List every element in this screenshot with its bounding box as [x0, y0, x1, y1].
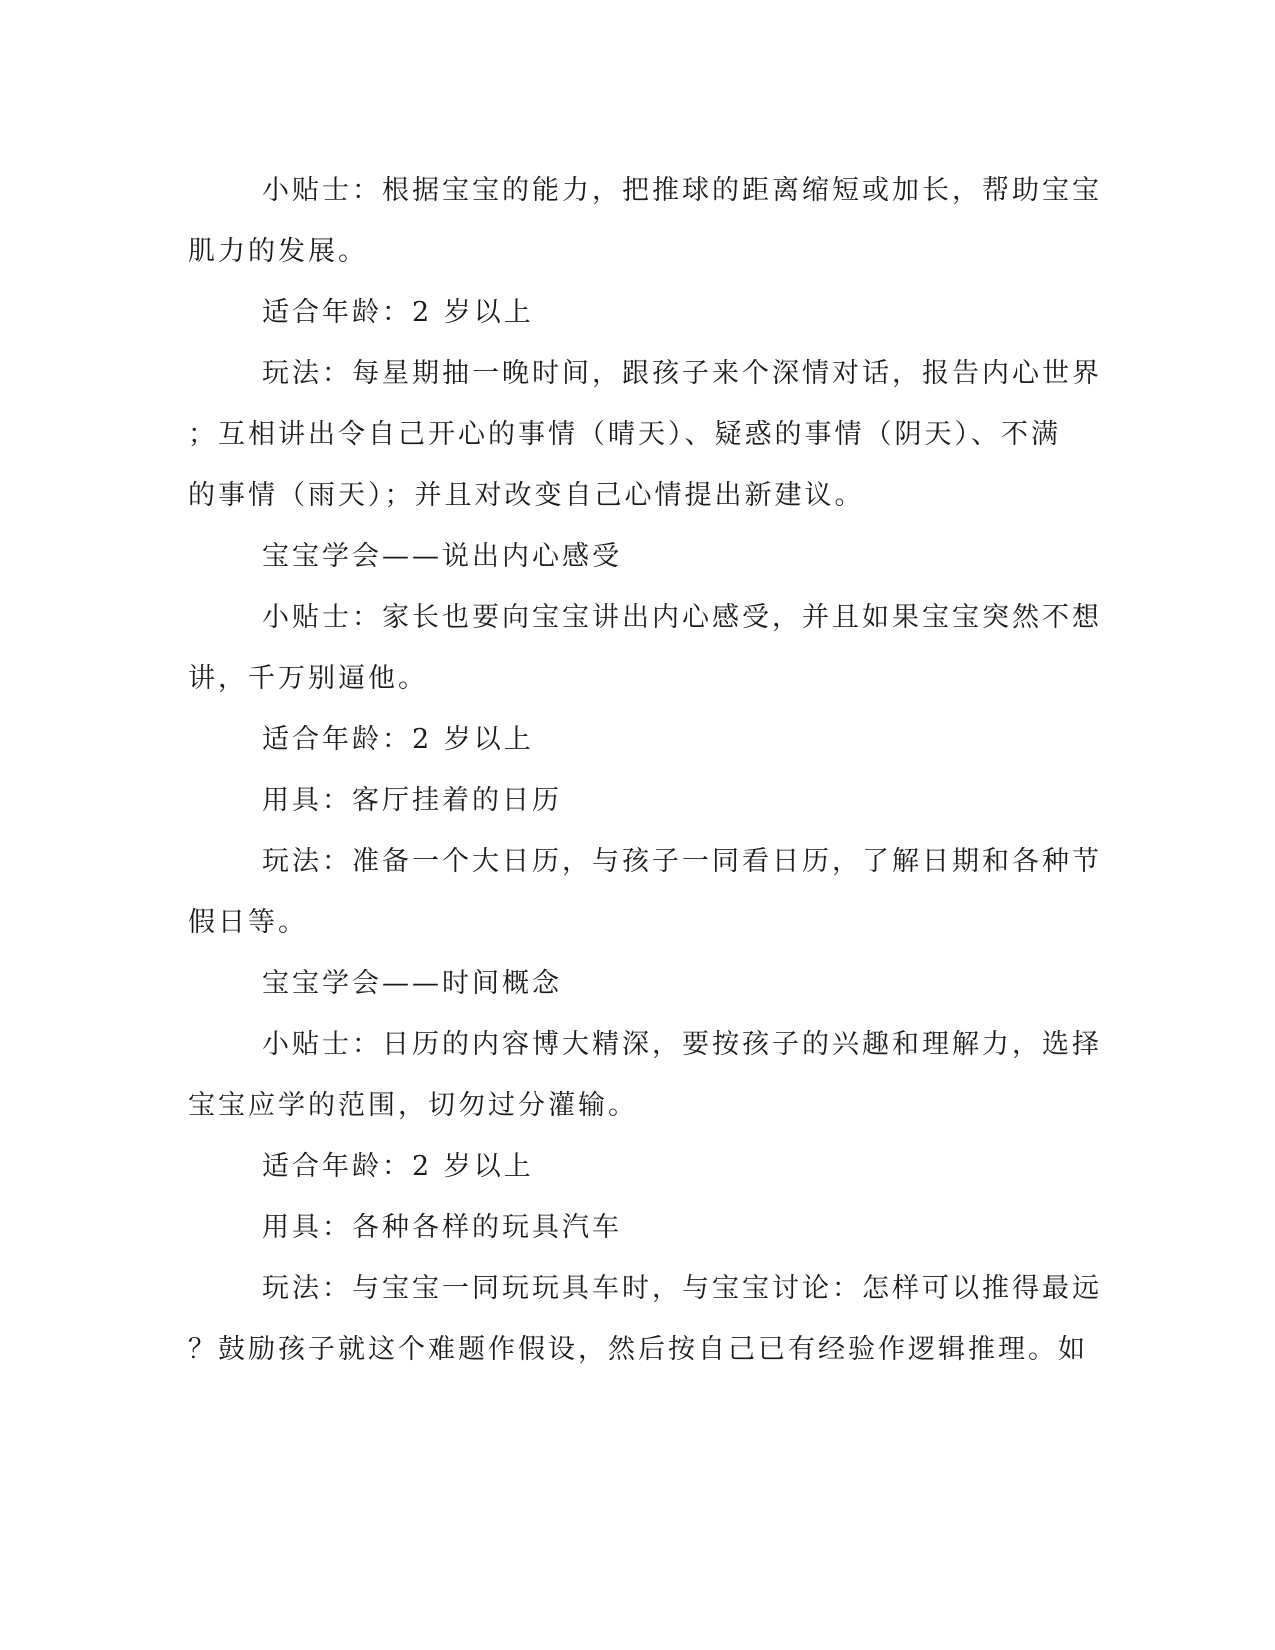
- paragraph-line: 玩法：准备一个大日历，与孩子一同看日历，了解日期和各种节: [262, 846, 1102, 877]
- paragraph-line: 适合年龄：2 岁以上: [262, 297, 534, 328]
- paragraph-line: ？鼓励孩子就这个难题作假设，然后按自己已有经验作逻辑推理。如: [188, 1334, 1088, 1365]
- paragraph-line: 小贴士：根据宝宝的能力，把推球的距离缩短或加长，帮助宝宝: [262, 175, 1102, 206]
- paragraph-line: 适合年龄：2 岁以上: [262, 1151, 534, 1182]
- paragraph-line: 的事情（雨天）；并且对改变自己心情提出新建议。: [188, 480, 865, 511]
- paragraph-line: 小贴士：家长也要向宝宝讲出内心感受，并且如果宝宝突然不想: [262, 602, 1102, 633]
- paragraph-line: ；互相讲出令自己开心的事情（晴天）、疑惑的事情（阴天）、不满: [188, 419, 1061, 450]
- paragraph-line: 肌力的发展。: [188, 236, 368, 267]
- paragraph-line: 玩法：每星期抽一晚时间，跟孩子来个深情对话，报告内心世界: [262, 358, 1102, 389]
- paragraph-line: 用具：各种各样的玩具汽车: [262, 1212, 622, 1243]
- section-heading: 宝宝学会——时间概念: [262, 968, 562, 999]
- paragraph-line: 玩法：与宝宝一同玩玩具车时，与宝宝讨论：怎样可以推得最远: [262, 1273, 1102, 1304]
- document-body: [188, 160, 1102, 1380]
- paragraph-line: 用具：客厅挂着的日历: [262, 785, 562, 816]
- paragraph-line: 宝宝应学的范围，切勿过分灌输。: [188, 1090, 638, 1121]
- section-heading: 宝宝学会——说出内心感受: [262, 541, 622, 572]
- paragraph-line: 讲，千万别逼他。: [188, 663, 428, 694]
- paragraph-line: 假日等。: [188, 907, 308, 938]
- paragraph-line: 小贴士：日历的内容博大精深，要按孩子的兴趣和理解力，选择: [262, 1029, 1102, 1060]
- paragraph-line: 适合年龄：2 岁以上: [262, 724, 534, 755]
